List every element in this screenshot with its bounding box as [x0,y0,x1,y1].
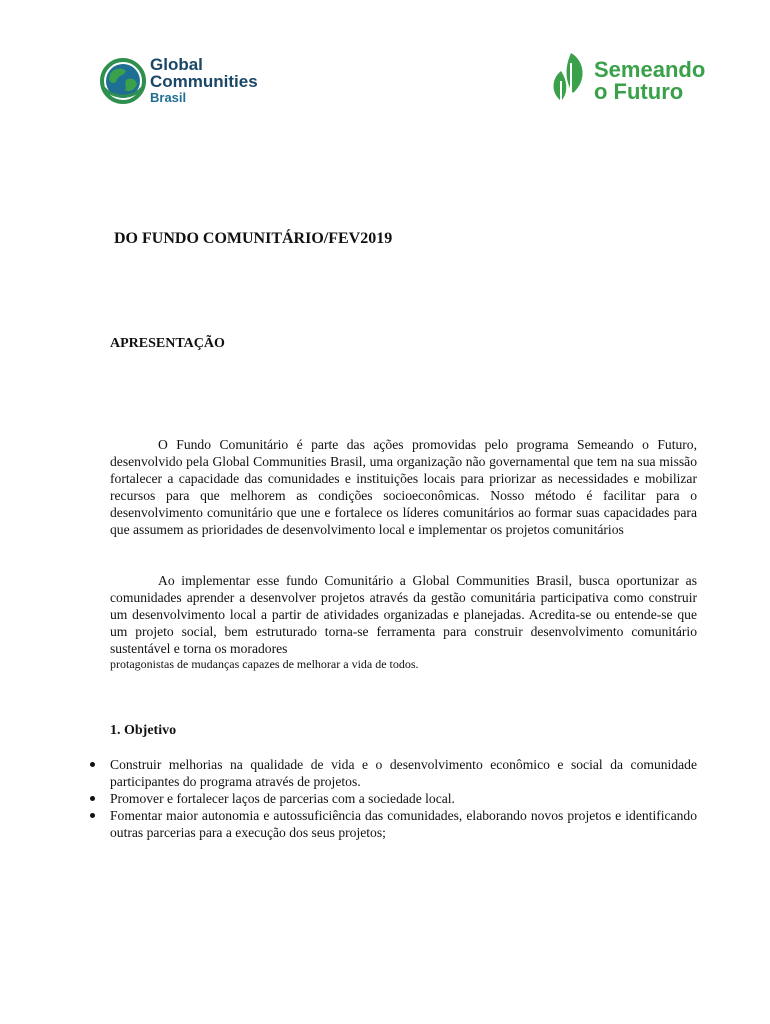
logo-line-brasil: Brasil [150,90,187,105]
leaf-icon [547,51,589,105]
list-item [90,790,697,807]
objective-text: Construir melhorias na qualidade de vida e o desenvolvimento econômico e social da comunidade participantes do programa através de projetos. [110,757,697,789]
bullet-icon [90,813,95,818]
global-communities-logo [100,56,275,106]
objective-text: Promover e fortalecer laços de parcerias com a sociedade local. [110,791,455,806]
document-title: DO FUNDO COMUNITÁRIO/FEV2019 [114,230,393,247]
list-item [90,807,697,841]
paragraph-presentation-1: O Fundo Comunitário é parte das ações promovidas pelo programa Semeando o Futuro, desenvolvido pela Global Communities Brasil, uma organização não governamental que tem na sua missão fortalecer a capacidade das comunidades e instituições locais para priorizar as necessidades e mobilizar recursos para que melhorem as condições socioeconômicas. Nosso método é facilitar para o desenvolvimento comunitário que une e fortalece os líderes comunitários ao formar suas capacidades para que assumem as prioridades de desenvolvimento local e implementar os projetos comunitários [110,437,697,537]
globe-icon [100,58,146,104]
objective-text: Fomentar maior autonomia e autossuficiência das comunidades, elaborando novos projetos e identificando outras parcerias para a execução dos seus projetos; [110,808,697,840]
paragraph-presentation-2-last-line: protagonistas de mudanças capazes de melhorar a vida de todos. [110,657,419,671]
paragraph-presentation-2 [110,572,697,657]
logo-line-o-futuro: o Futuro [594,79,684,104]
bullet-icon [90,762,95,767]
logo-line-global: Global [150,55,203,74]
logo-line-semeando: Semeando [594,57,706,82]
logo-line-communities: Communities [150,72,258,91]
paragraph-presentation-2-text: Ao implementar esse fundo Comunitário a Global Communities Brasil, busca oportunizar as comunidades aprender a desenvolver projetos através da gestão comunitária participativa como construir um desenvolvimento local a partir de atividades organizadas e planejadas. Acredita-se ou entende-se que um projeto social, bem estruturado torna-se ferramenta para construir desenvolvimento comunitário sustentável e torna os moradores [110,573,697,656]
bullet-icon [90,796,95,801]
section-heading-objetivo: 1. Objetivo [110,723,177,738]
list-item [90,756,697,790]
objectives-list [90,756,697,841]
semeando-o-futuro-logo [547,51,707,105]
section-heading-apresentacao: APRESENTAÇÃO [110,336,225,351]
